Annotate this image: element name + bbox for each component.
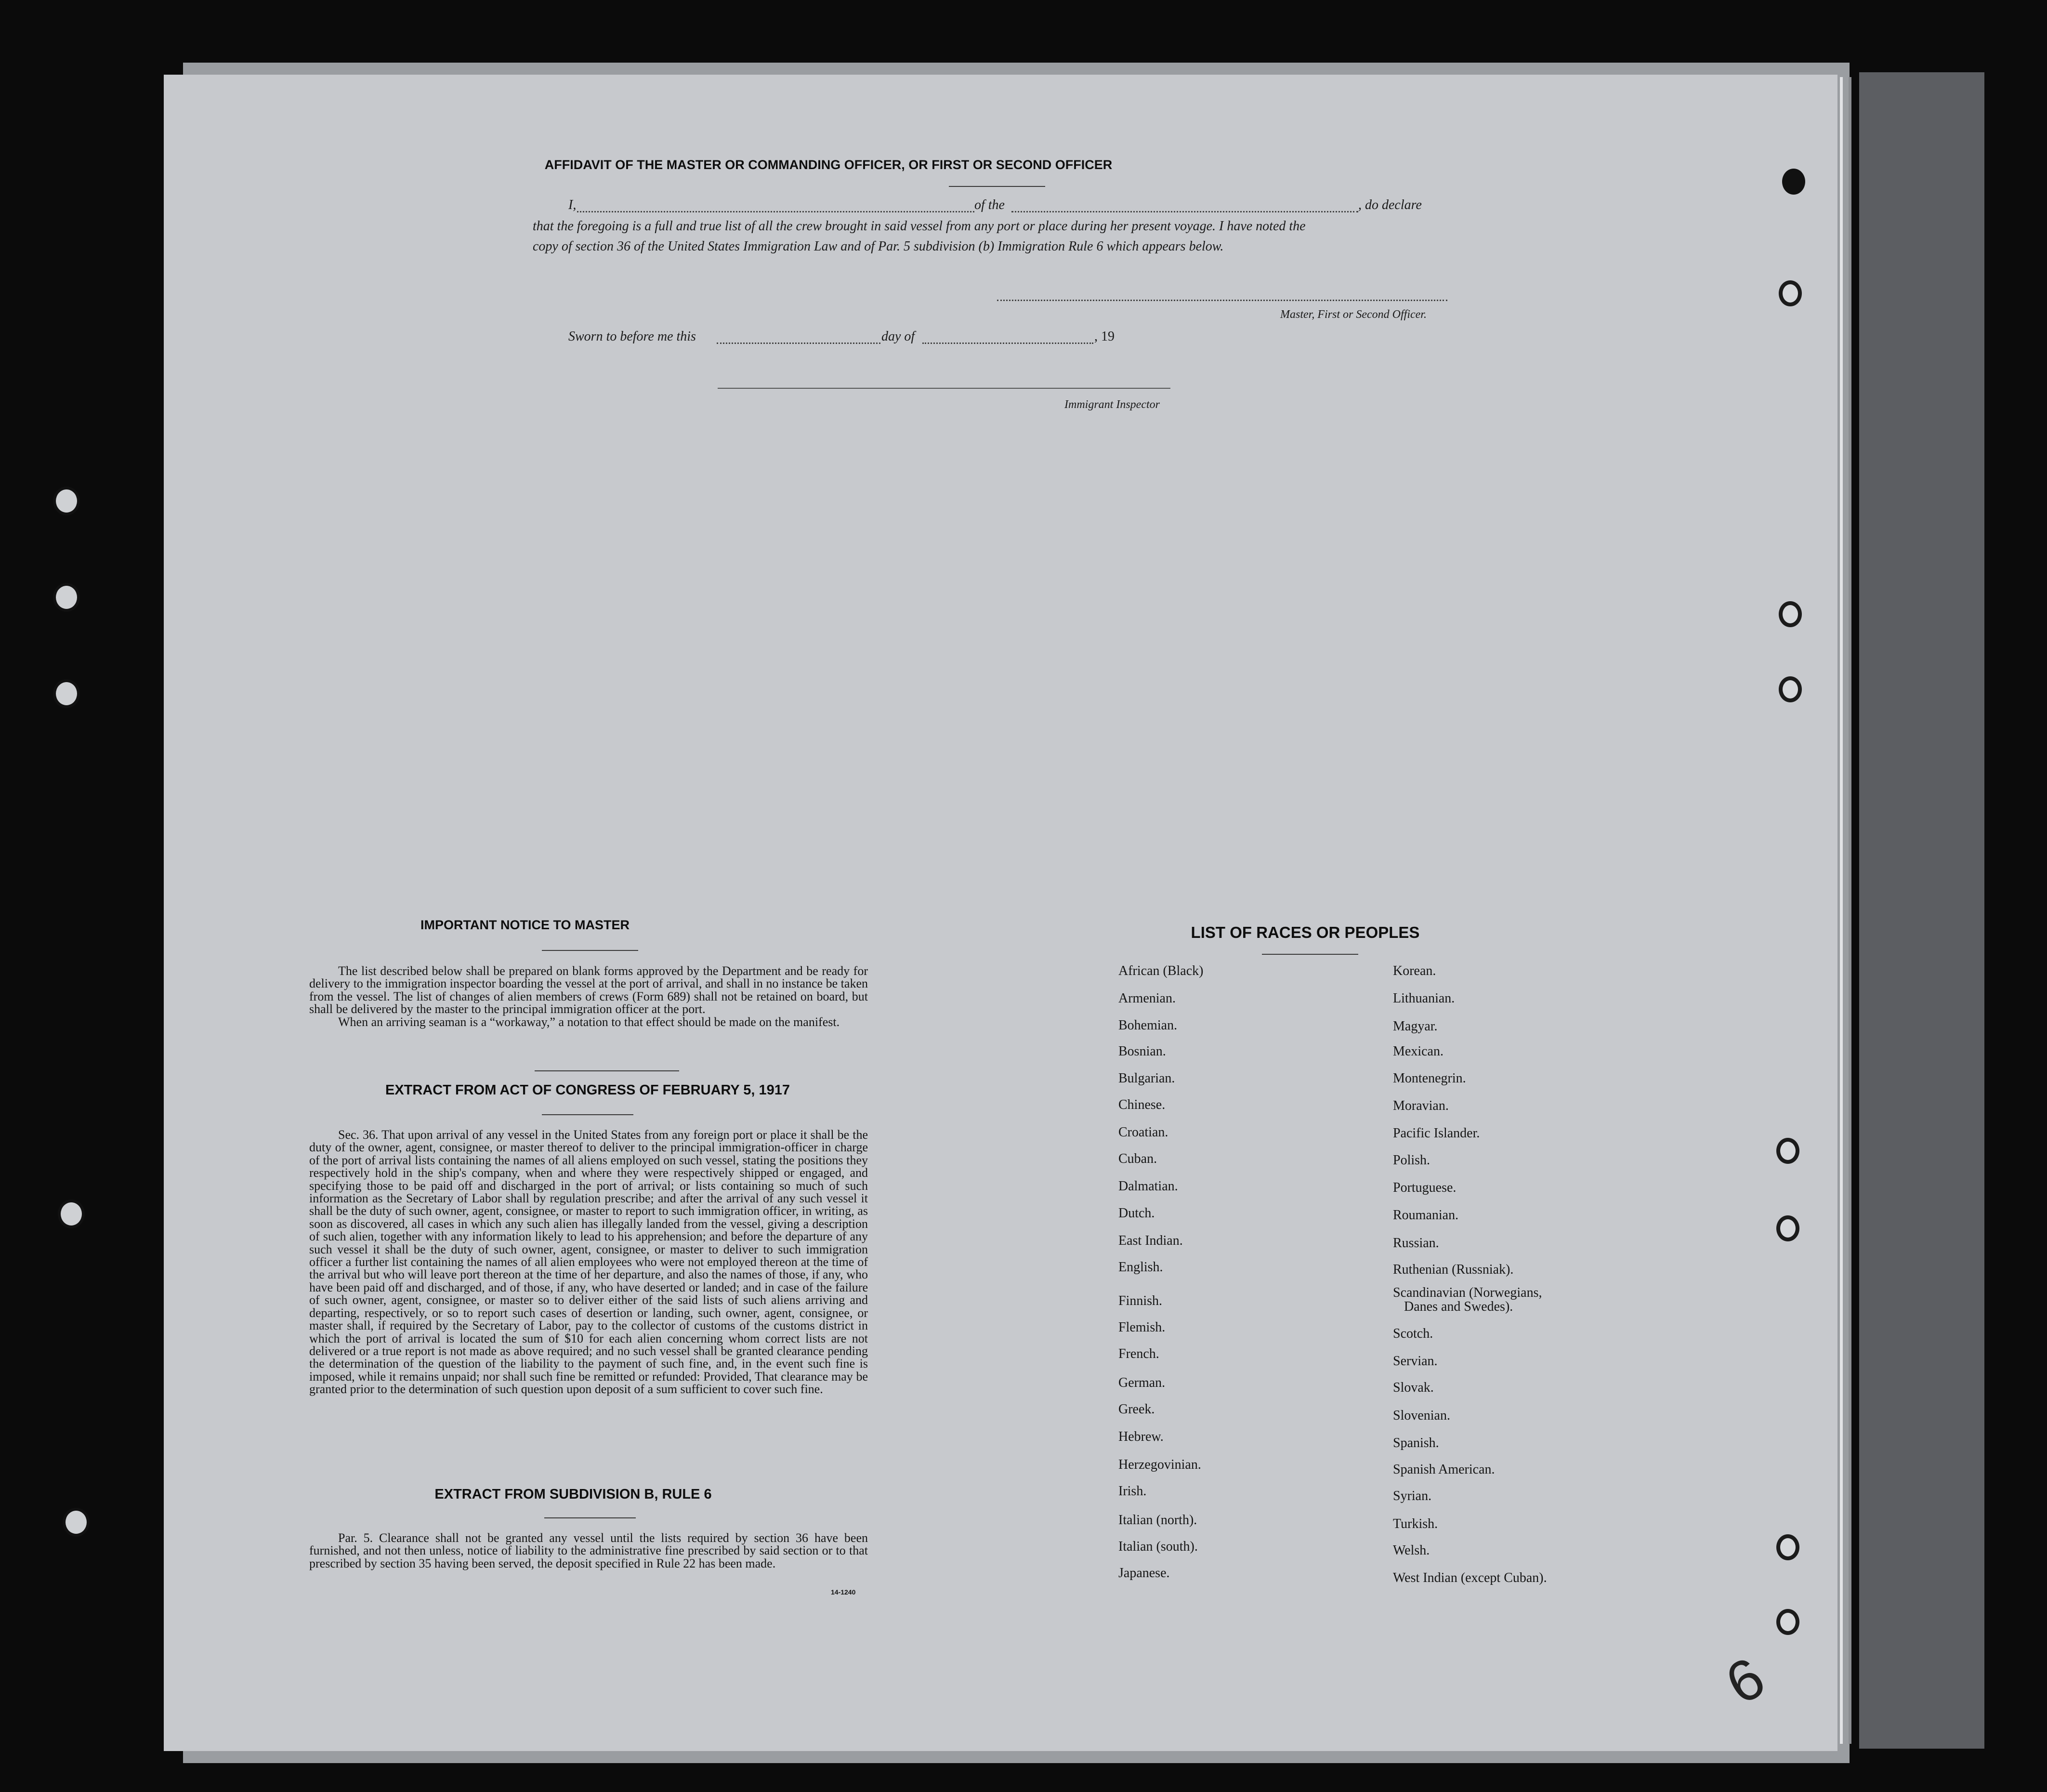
punch-hole bbox=[1776, 1138, 1799, 1164]
sworn-prefix: Sworn to before me this bbox=[568, 329, 696, 344]
extract-act-title: EXTRACT FROM ACT OF CONGRESS OF FEBRUARY 5, 1917 bbox=[385, 1082, 790, 1098]
page-edge bbox=[1849, 77, 1851, 1744]
race-item-right: Turkish. bbox=[1393, 1516, 1438, 1531]
race-item-left: Hebrew. bbox=[1118, 1429, 1164, 1444]
punch-hole bbox=[1776, 1609, 1799, 1635]
manifest-page bbox=[164, 75, 1837, 1751]
race-item-right: Scandinavian (Norwegians, bbox=[1393, 1285, 1542, 1300]
race-item-right: Portuguese. bbox=[1393, 1180, 1457, 1195]
race-item-right: Mexican. bbox=[1393, 1044, 1443, 1059]
notice-paragraph-1: The list described below shall be prepared on blank forms approved by the Department and be ready for delivery to the immigration inspector boarding the vessel at the port of arrival, and shall in no instance be taken from the vessel. The list of changes of alien members of crews (Form 689) shall not be retained on board, but shall be delivered by the master to the principal immigration officer at the port. bbox=[309, 964, 868, 1016]
race-item-right: Pacific Islander. bbox=[1393, 1126, 1480, 1141]
race-item-right: Russian. bbox=[1393, 1236, 1439, 1251]
punch-hole-filled bbox=[1782, 169, 1805, 195]
punch-hole bbox=[1776, 1534, 1799, 1560]
race-item-left: Irish. bbox=[1118, 1484, 1147, 1499]
extract-act-text bbox=[309, 1129, 868, 1396]
inspector-signature-line[interactable] bbox=[718, 388, 1170, 389]
race-item-left: Croatian. bbox=[1118, 1125, 1168, 1140]
affidavit-of-the-label: of the bbox=[974, 198, 1005, 212]
affidavit-i-label: I, bbox=[568, 198, 577, 212]
race-item-right: Syrian. bbox=[1393, 1489, 1432, 1503]
page-edge bbox=[1840, 77, 1843, 1744]
race-item-right: Spanish American. bbox=[1393, 1462, 1495, 1477]
race-item-right: Magyar. bbox=[1393, 1019, 1438, 1034]
race-item-right: Welsh. bbox=[1393, 1543, 1430, 1558]
race-item-left: Cuban. bbox=[1118, 1151, 1157, 1166]
race-item-left: Chinese. bbox=[1118, 1097, 1166, 1112]
race-item-left: Italian (south). bbox=[1118, 1539, 1198, 1554]
race-item-left: Bosnian. bbox=[1118, 1044, 1166, 1059]
races-title-rule bbox=[1262, 954, 1358, 955]
race-item-right: Lithuanian. bbox=[1393, 991, 1455, 1006]
vessel-field[interactable] bbox=[1011, 211, 1358, 212]
race-item-left: Italian (north). bbox=[1118, 1513, 1197, 1528]
race-item-left: Flemish. bbox=[1118, 1320, 1166, 1335]
race-item-right: Scotch. bbox=[1393, 1326, 1433, 1341]
race-item-left: German. bbox=[1118, 1375, 1166, 1390]
race-item-right: Korean. bbox=[1393, 963, 1436, 978]
race-item-right: Spanish. bbox=[1393, 1436, 1439, 1450]
race-item-left: English. bbox=[1118, 1260, 1163, 1275]
sworn-month-field[interactable] bbox=[922, 343, 1093, 344]
race-item-left: Japanese. bbox=[1118, 1566, 1170, 1581]
affidavit-title-rule bbox=[949, 186, 1045, 187]
race-item-left: Dutch. bbox=[1118, 1206, 1155, 1221]
races-title: LIST OF RACES OR PEOPLES bbox=[1191, 923, 1420, 941]
race-item-right: Ruthenian (Russniak). bbox=[1393, 1262, 1514, 1277]
binding-hole bbox=[53, 583, 80, 612]
punch-hole bbox=[1779, 601, 1802, 627]
binding-hole bbox=[53, 487, 80, 515]
race-item-left: Greek. bbox=[1118, 1402, 1155, 1417]
race-item-right: Moravian. bbox=[1393, 1098, 1449, 1113]
binding-hole bbox=[63, 1508, 90, 1537]
race-item-left: Herzegovinian. bbox=[1118, 1457, 1201, 1472]
binding-hole bbox=[53, 679, 80, 708]
race-item-left: East Indian. bbox=[1118, 1233, 1183, 1248]
sworn-day-field[interactable] bbox=[717, 343, 880, 344]
race-item-left: African (Black) bbox=[1118, 963, 1204, 978]
race-item-left: Finnish. bbox=[1118, 1293, 1163, 1308]
inspector-caption: Immigrant Inspector bbox=[1064, 398, 1160, 411]
name-field[interactable] bbox=[577, 211, 974, 212]
affidavit-line-3: copy of section 36 of the United States Immigration Law and of Par. 5 subdivision (b) Immigration Rule 6 which appears below. bbox=[533, 239, 1224, 254]
race-item-right: Servian. bbox=[1393, 1354, 1438, 1369]
master-signature-caption: Master, First or Second Officer. bbox=[1280, 308, 1427, 321]
affidavit-declare-label: , do declare bbox=[1358, 198, 1422, 212]
affidavit-line-2: that the foregoing is a full and true list of all the crew brought in said vessel from any port or place during her present voyage. I have noted the bbox=[533, 219, 1306, 234]
notice-paragraph-2: When an arriving seaman is a “workaway,” a notation to that effect should be made on the manifest. bbox=[338, 1015, 840, 1029]
section-36-text: Sec. 36. That upon arrival of any vessel in the United States from any foreign port or place it shall be the duty of the owner, agent, consignee, or master thereof to deliver to the principal immigration-officer in charge of the port of arrival lists containing the names of all aliens employed on such vessel, stating the positions they respectively hold in the ship's company, when and where they were respectively shipped or engaged, and specifying those to be paid off and discharged in the port of arrival; or lists containing so much of such information as the Secretary of Labor shall by regulation prescribe; and after the arrival of any such vessel it shall be the duty of such owner, agent, consignee, or master to report to such immigration officer, in writing, as soon as discovered, all cases in which any such alien has illegally landed from the vessel, giving a description of such alien, together with any information likely to lead to his apprehension; and before the departure of any such vessel it shall be the duty of such owner, agent, consignee, or master to deliver to such immigration officer a further list containing the names of all alien employees who were not employed thereon at the time of the arrival but who will leave port thereon at the time of her departure, and also the names of those, if any, who have been paid off and discharged, and of those, if any, who have deserted or landed; and in case of the failure of such owner, agent, consignee, or master so to deliver either of the said lists of such aliens arriving and departing, respectively, or so to report such cases of desertion or landing, such owner, agent, consignee, or master shall, if required by the Secretary of Labor, pay to the collector of customs of the customs district in which the port of arrival is located the sum of $10 for each alien concerning whom correct lists are not delivered or a true report is not made as above required; and no such vessel shall be granted clearance pending the determination of the question of the liability to the payment of such fine, and, in the event such fine is imposed, while it remains unpaid; nor shall such fine be remitted or refunded: Provided, That clearance may be granted prior to the determination of such question upon deposit of a sum sufficient to cover such fine. bbox=[309, 1128, 868, 1397]
notice-bottom-rule bbox=[535, 1070, 679, 1071]
form-number: 14-1240 bbox=[831, 1588, 856, 1596]
extract-rule-rule bbox=[544, 1517, 636, 1518]
par-5-text: Par. 5. Clearance shall not be granted any vessel until the lists required by section 36 have been furnished, and not then unless, notice of liability to the administrative fine prescribed by said section or to that prescribed by section 35 having been served, the deposit specified in Rule 22 has been made. bbox=[309, 1531, 868, 1570]
race-item-right: Polish. bbox=[1393, 1153, 1430, 1168]
race-item-left: Bulgarian. bbox=[1118, 1071, 1175, 1086]
race-item-left: Dalmatian. bbox=[1118, 1179, 1178, 1194]
race-item-right: Roumanian. bbox=[1393, 1208, 1459, 1223]
race-item-right: Slovenian. bbox=[1393, 1408, 1450, 1423]
extract-rule-title: EXTRACT FROM SUBDIVISION B, RULE 6 bbox=[434, 1487, 712, 1502]
race-item-left: French. bbox=[1118, 1346, 1159, 1361]
notice-title-rule bbox=[542, 950, 638, 951]
handwritten-page-mark: 6 bbox=[1715, 1645, 1775, 1717]
punch-hole bbox=[1779, 676, 1802, 702]
binding-hole bbox=[58, 1199, 85, 1228]
race-item-right: Danes and Swedes). bbox=[1404, 1299, 1513, 1314]
affidavit-title: AFFIDAVIT OF THE MASTER OR COMMANDING OFFICER, OR FIRST OR SECOND OFFICER bbox=[544, 158, 1113, 172]
punch-hole bbox=[1779, 280, 1802, 306]
sworn-day-of: day of bbox=[881, 329, 915, 344]
master-signature-field[interactable] bbox=[997, 300, 1447, 301]
race-item-left: Armenian. bbox=[1118, 991, 1176, 1006]
race-item-right: Slovak. bbox=[1393, 1380, 1434, 1395]
sworn-year: , 19 bbox=[1094, 329, 1115, 344]
race-item-left: Bohemian. bbox=[1118, 1018, 1178, 1033]
race-item-right: Montenegrin. bbox=[1393, 1071, 1466, 1086]
punch-hole bbox=[1776, 1215, 1799, 1241]
extract-act-rule bbox=[542, 1114, 633, 1115]
extract-rule-text bbox=[309, 1532, 868, 1570]
back-sheet-right bbox=[1859, 72, 1984, 1749]
race-item-right: West Indian (except Cuban). bbox=[1393, 1570, 1547, 1585]
notice-title: IMPORTANT NOTICE TO MASTER bbox=[420, 918, 630, 932]
notice-text bbox=[309, 965, 868, 1028]
